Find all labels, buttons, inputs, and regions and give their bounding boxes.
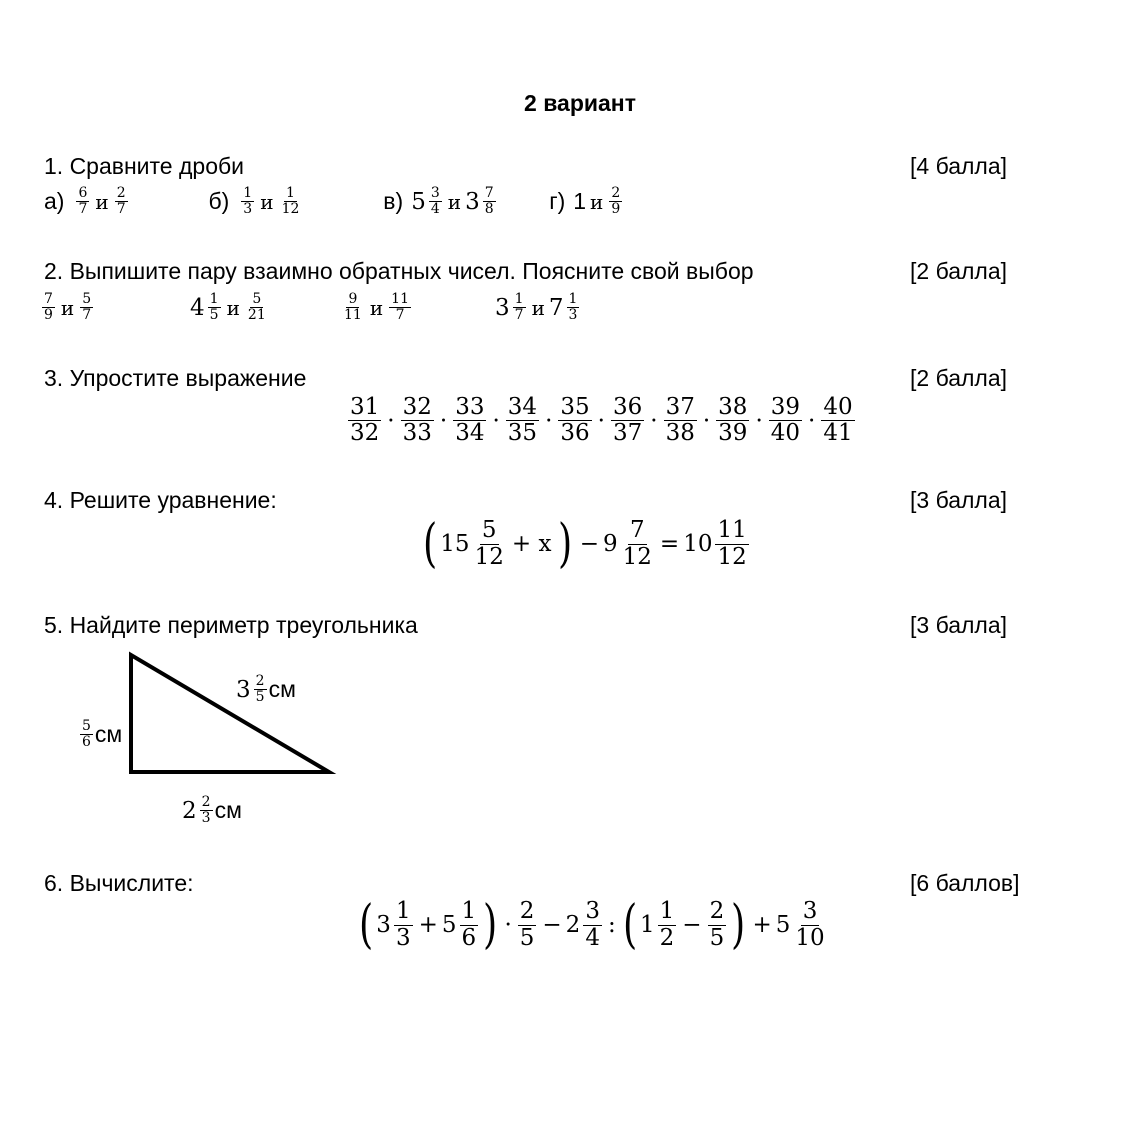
whole-part: 3 xyxy=(495,294,510,321)
denominator: 7 xyxy=(78,201,88,218)
numerator: 33 xyxy=(455,394,485,420)
denominator: 9 xyxy=(611,201,621,218)
parenthesis: ) xyxy=(483,895,498,955)
denominator: 5 xyxy=(255,689,265,706)
whole-part: 5 xyxy=(775,912,791,938)
fraction xyxy=(793,899,826,951)
item-label: б) xyxy=(208,188,230,215)
operator: − xyxy=(579,531,599,557)
mixed-number xyxy=(78,719,95,751)
numerator: 2 xyxy=(201,794,211,810)
denominator: 12 xyxy=(474,543,504,570)
fraction xyxy=(708,899,727,951)
denominator: 11 xyxy=(344,307,362,324)
task-3-title: 3. Упростите выражение xyxy=(44,365,307,391)
bottom-side-label xyxy=(182,795,242,827)
denominator: 3 xyxy=(201,810,211,827)
denominator: 7 xyxy=(82,307,92,324)
parenthesis: ( xyxy=(622,895,637,955)
denominator: 12 xyxy=(281,201,300,218)
whole-part: 5 xyxy=(411,188,426,215)
denominator: 3 xyxy=(395,924,411,951)
task-3-points: [2 балла] xyxy=(910,365,1008,391)
numerator: 5 xyxy=(82,291,92,307)
numerator: 5 xyxy=(252,291,262,307)
hypotenuse-label xyxy=(236,674,296,706)
numerator: 1 xyxy=(568,291,578,307)
numerator: 11 xyxy=(717,517,747,544)
operator: = xyxy=(659,531,680,557)
numerator: 2 xyxy=(709,898,725,925)
operator: − xyxy=(542,912,562,938)
numerator: 37 xyxy=(665,394,695,420)
task-6-expression xyxy=(356,895,829,955)
fraction xyxy=(394,899,413,951)
denominator: 2 xyxy=(659,924,675,951)
operator: и xyxy=(226,295,240,320)
whole-part: 15 xyxy=(440,531,470,557)
denominator: 3 xyxy=(243,201,253,218)
bottom-side-length xyxy=(182,795,242,827)
task-2-points: [2 балла] xyxy=(910,258,1008,284)
item-label: а) xyxy=(44,188,65,215)
fraction xyxy=(254,674,267,706)
operator: · xyxy=(439,407,448,434)
fraction xyxy=(583,899,602,951)
denominator: 4 xyxy=(585,924,600,951)
item-label: г) xyxy=(549,188,566,215)
whole-part: 3 xyxy=(376,912,391,938)
parenthesis: ( xyxy=(359,895,374,955)
numerator: 1 xyxy=(659,898,675,925)
parenthesis: ( xyxy=(423,514,438,574)
denominator: 3 xyxy=(568,307,578,324)
denominator: 12 xyxy=(622,543,652,570)
numerator: 1 xyxy=(395,898,411,925)
numerator: 5 xyxy=(82,718,91,734)
task-5-points: [3 балла] xyxy=(910,612,1008,638)
task-4-title: 4. Решите уравнение: xyxy=(44,487,277,513)
whole-part: 2 xyxy=(565,912,581,938)
whole-part: 1 xyxy=(640,912,655,938)
denominator: 39 xyxy=(718,420,748,447)
task-2-title: 2. Выпишите пару взаимно обратных чисел. Поясните свой выбор xyxy=(44,258,754,284)
denominator: 5 xyxy=(519,924,535,951)
whole-part: 2 xyxy=(182,797,197,824)
task-5-title: 5. Найдите периметр треугольника xyxy=(44,612,418,638)
numerator: 7 xyxy=(484,185,494,201)
numerator: 40 xyxy=(823,394,853,420)
operator: + xyxy=(752,912,772,938)
operator: · xyxy=(650,407,658,434)
fraction xyxy=(200,795,213,827)
numerator: 2 xyxy=(519,898,535,925)
denominator: 41 xyxy=(823,420,853,447)
plain-text: 1 xyxy=(573,188,587,215)
operator: · xyxy=(492,407,500,434)
denominator: 7 xyxy=(116,201,126,218)
parenthesis: ) xyxy=(558,514,573,574)
denominator: 21 xyxy=(247,307,266,324)
numerator: 6 xyxy=(78,185,88,201)
operator: · xyxy=(545,407,553,434)
numerator: 34 xyxy=(507,394,538,420)
operator: и xyxy=(531,295,545,320)
numerator: 9 xyxy=(348,291,358,307)
hypotenuse-length xyxy=(236,674,296,706)
denominator: 4 xyxy=(430,201,440,218)
operator: и xyxy=(260,189,274,214)
denominator: 5 xyxy=(709,924,725,951)
operator: : xyxy=(607,912,616,938)
numerator: 3 xyxy=(585,898,600,925)
mixed-number xyxy=(236,674,269,706)
denominator: 38 xyxy=(665,420,695,447)
mixed-number xyxy=(566,899,604,951)
denominator: 34 xyxy=(455,420,485,447)
denominator: 7 xyxy=(395,307,405,324)
operator: · xyxy=(755,407,763,434)
operator: и xyxy=(447,189,462,214)
numerator: 1 xyxy=(209,291,219,307)
whole-part: 3 xyxy=(465,188,480,215)
numerator: 3 xyxy=(802,898,818,925)
numerator: 7 xyxy=(44,291,53,307)
numerator: 1 xyxy=(461,898,477,925)
left-side-length xyxy=(78,719,122,751)
task-1-title: 1. Сравните дроби xyxy=(44,153,245,179)
mixed-number xyxy=(516,899,539,951)
numerator: 7 xyxy=(629,517,645,544)
fraction xyxy=(518,899,537,951)
operator: и xyxy=(95,189,109,214)
whole-part: 5 xyxy=(441,912,457,938)
whole-part: 4 xyxy=(190,294,205,321)
denominator: 36 xyxy=(560,420,590,447)
whole-part: 10 xyxy=(683,531,713,557)
whole-part: 3 xyxy=(236,676,251,703)
mixed-number xyxy=(376,899,414,951)
task-4-points: [3 балла] xyxy=(910,487,1008,513)
plain-text: см xyxy=(268,676,296,703)
fraction xyxy=(80,719,93,751)
denominator: 37 xyxy=(612,420,643,447)
whole-part: 9 xyxy=(603,531,618,557)
denominator: 5 xyxy=(209,307,219,324)
operator: и xyxy=(369,295,384,320)
fraction xyxy=(658,899,677,951)
operator: и xyxy=(60,295,75,320)
numerator: 1 xyxy=(243,185,253,201)
denominator: 6 xyxy=(82,734,91,751)
page-title: 2 вариант xyxy=(524,90,636,116)
denominator: 12 xyxy=(717,543,747,570)
denominator: 33 xyxy=(402,420,432,447)
denominator: 35 xyxy=(507,420,538,447)
mixed-number xyxy=(776,899,829,951)
numerator: 11 xyxy=(391,291,409,307)
left-side-label xyxy=(78,719,122,751)
operator: · xyxy=(387,407,395,434)
task-6-title: 6. Вычислите: xyxy=(44,870,194,896)
operator: − xyxy=(682,912,702,938)
denominator: 7 xyxy=(514,307,524,324)
numerator: 1 xyxy=(286,185,295,201)
denominator: 8 xyxy=(484,201,494,218)
operator: · xyxy=(808,407,816,434)
numerator: 3 xyxy=(430,185,440,201)
operator: + x xyxy=(511,531,552,557)
numerator: 35 xyxy=(560,394,590,420)
mixed-number xyxy=(442,899,480,951)
item-label: в) xyxy=(383,188,404,215)
denominator: 32 xyxy=(350,420,380,447)
numerator: 32 xyxy=(402,394,432,420)
numerator: 38 xyxy=(718,394,748,420)
numerator: 1 xyxy=(514,291,524,307)
denominator: 6 xyxy=(461,924,477,951)
denominator: 9 xyxy=(44,307,53,324)
numerator: 39 xyxy=(770,394,801,420)
operator: и xyxy=(590,189,604,214)
whole-part: 7 xyxy=(548,294,564,321)
numerator: 2 xyxy=(116,185,126,201)
operator: · xyxy=(597,407,605,434)
operator: · xyxy=(702,407,711,434)
numerator: 2 xyxy=(255,673,265,689)
numerator: 2 xyxy=(611,185,621,201)
numerator: 36 xyxy=(612,394,643,420)
plain-text: см xyxy=(214,797,242,824)
triangle-shape xyxy=(131,655,329,772)
task-6-points: [6 баллов] xyxy=(910,870,1020,896)
operator: + xyxy=(418,912,438,938)
operator: · xyxy=(504,912,512,938)
denominator: 10 xyxy=(795,924,825,951)
denominator: 40 xyxy=(770,420,801,447)
numerator: 5 xyxy=(481,517,497,544)
parenthesis: ) xyxy=(731,895,746,955)
numerator: 31 xyxy=(350,394,380,420)
mixed-number xyxy=(706,899,729,951)
compute-expression xyxy=(356,895,829,955)
fraction xyxy=(460,899,479,951)
mixed-number xyxy=(182,795,215,827)
task-1-points: [4 балла] xyxy=(910,153,1008,179)
mixed-number xyxy=(640,899,678,951)
plain-text: см xyxy=(94,721,123,748)
